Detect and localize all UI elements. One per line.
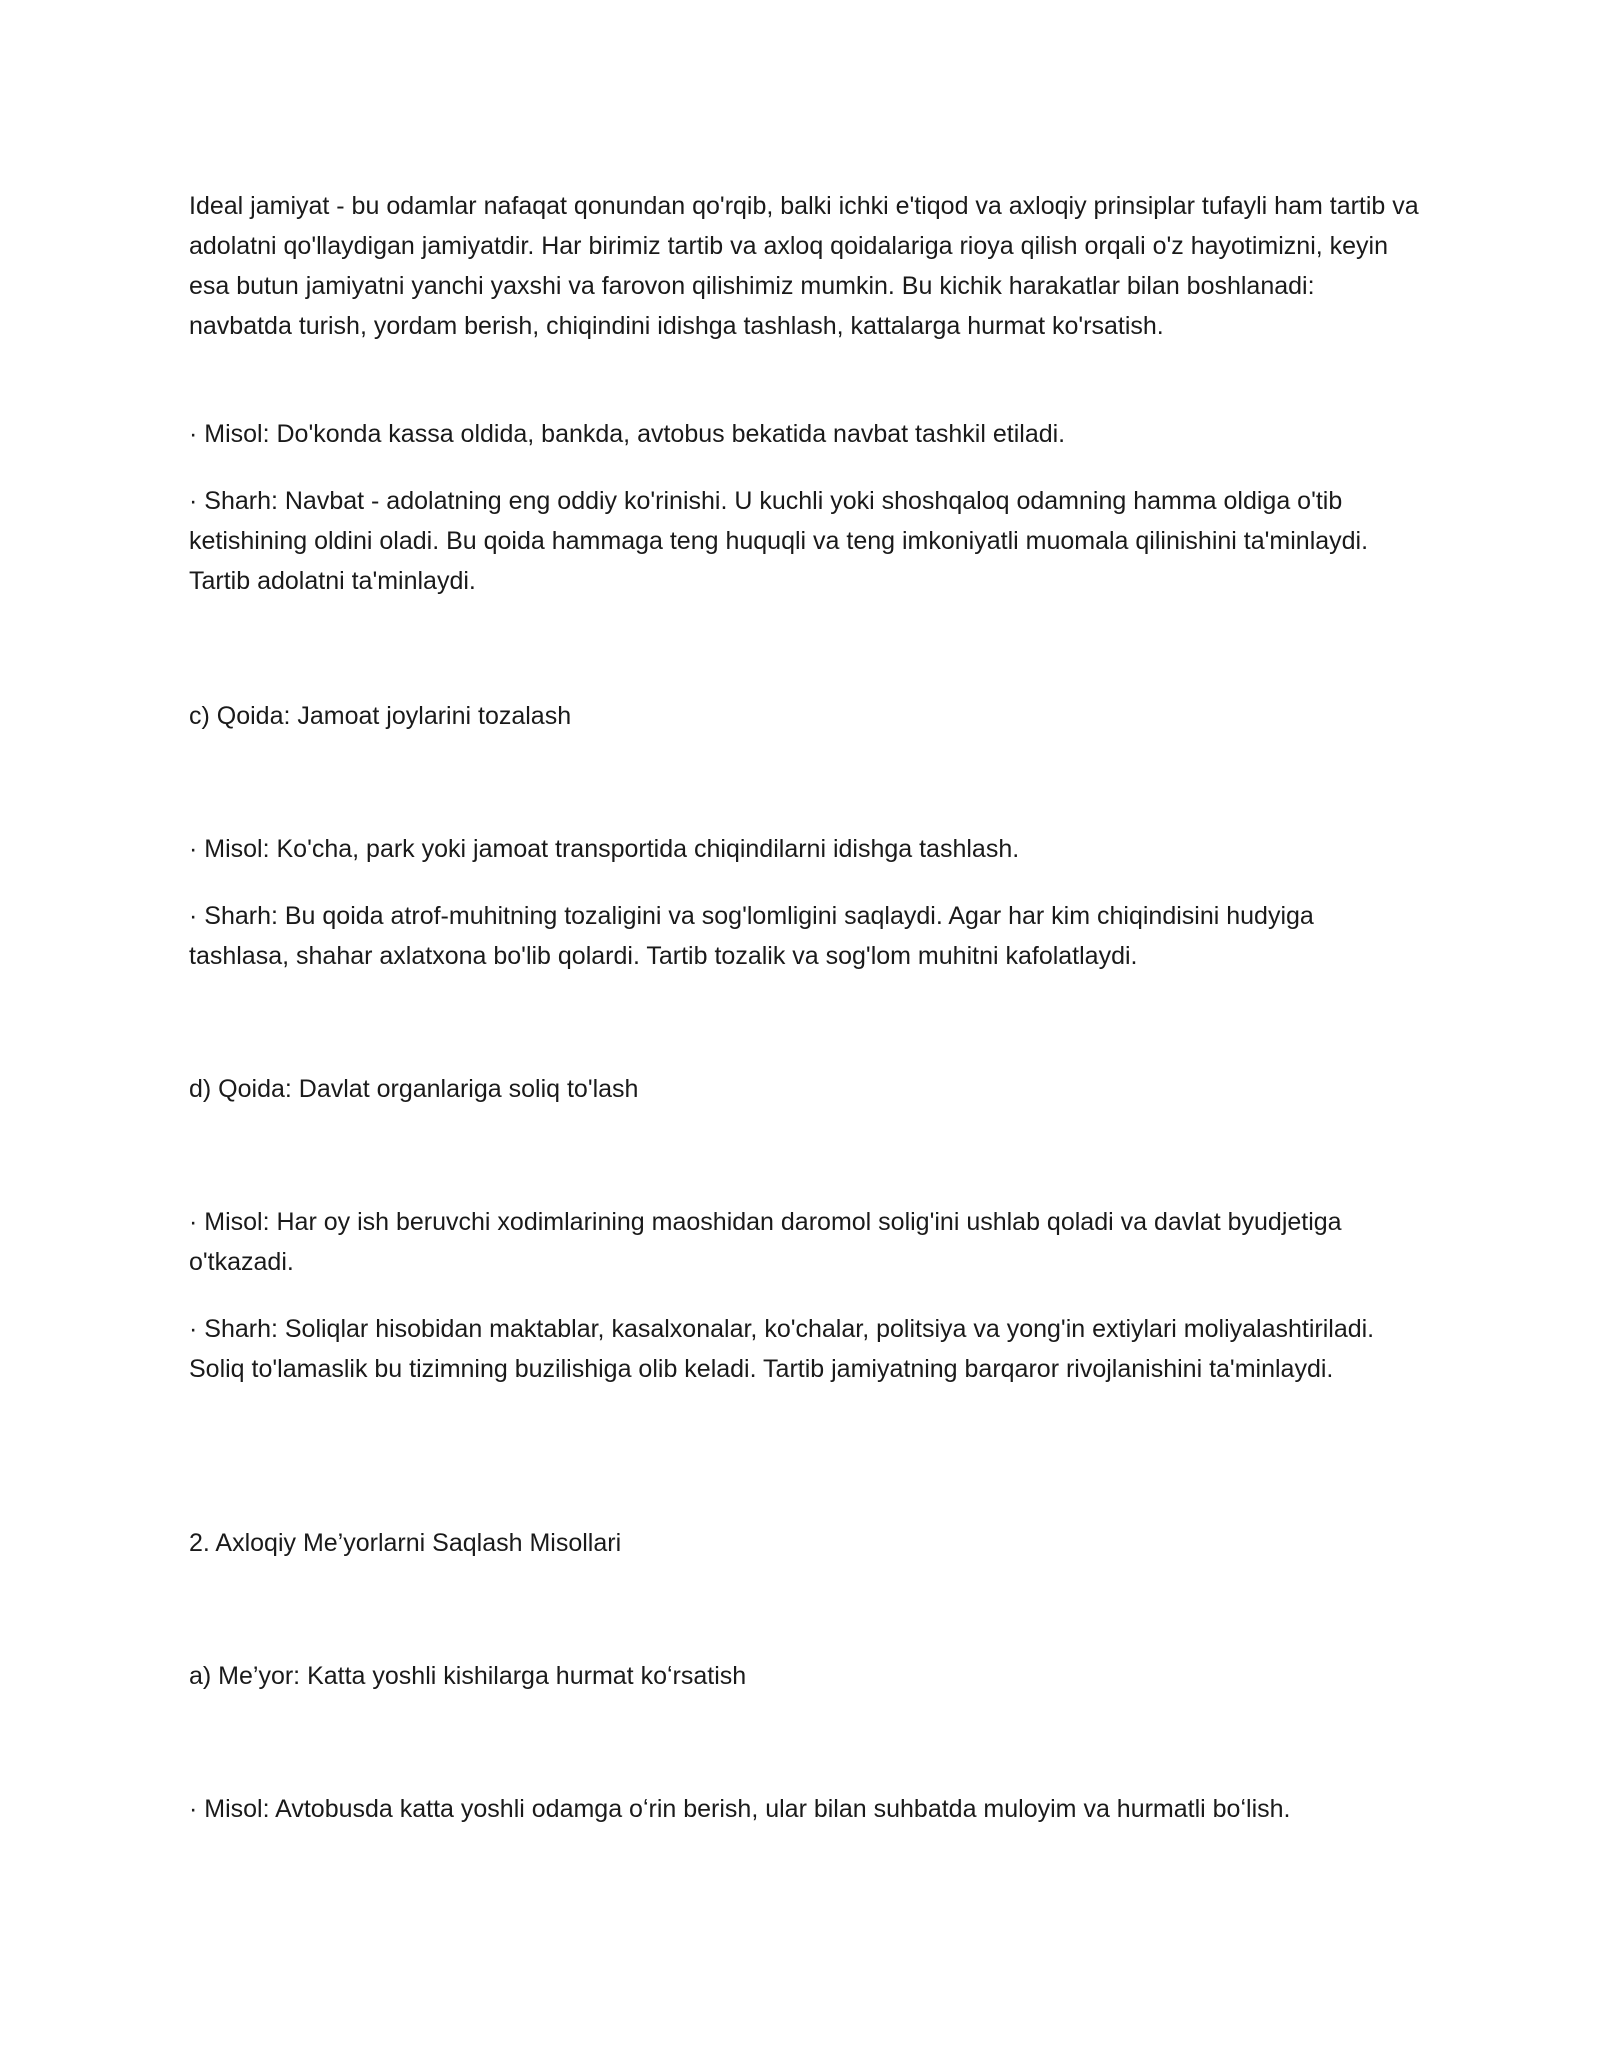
section-2-heading: 2. Axloqiy Me’yorlarni Saqlash Misollari: [189, 1529, 622, 1557]
norm-a-heading: a) Me’yor: Katta yoshli kishilarga hurmat koʻrsatish: [189, 1662, 747, 1690]
rule-d-explanation: · Sharh: Soliqlar hisobidan maktablar, kasalxonalar, ko'chalar, politsiya va yong'in extiylari moliyalashtiriladi. Soliq to'lamaslik bu tizimning buzilishiga olib keladi. Tartib jamiyatning barqaror rivojlanishini ta'minlaydi.: [189, 1315, 1375, 1383]
rule-d-heading: d) Qoida: Davlat organlariga soliq to'lash: [189, 1075, 639, 1103]
rule-d-example: · Misol: Har oy ish beruvchi xodimlarining maoshidan daromol solig'ini ushlab qoladi va davlat byudjetiga o'tkazadi.: [189, 1208, 1342, 1276]
rule-c-heading: c) Qoida: Jamoat joylarini tozalash: [189, 702, 572, 730]
intro-paragraph: Ideal jamiyat - bu odamlar nafaqat qonundan qo'rqib, balki ichki e'tiqod va axloqiy prinsiplar tufayli ham tartib va adolatni qo'llaydigan jamiyatdir. Har birimiz tartib va axloq qoidalariga rioya qilish orqali o'z hayotimizni, keyin esa butun jamiyatni yanchi yaxshi va farovon qilishimiz mumkin. Bu kichik harakatlar bilan boshlanadi: navbatda turish, yordam berish, chiqindini idishga tashlash, kattalarga hurmat ko'rsatish.: [189, 192, 1419, 340]
rule-c-example: · Misol: Ko'cha, park yoki jamoat transportida chiqindilarni idishga tashlash.: [189, 835, 1020, 863]
rule-c-explanation: · Sharh: Bu qoida atrof-muhitning tozaligini va sog'lomligini saqlaydi. Agar har kim chiqindisini hudyiga tashlasa, shahar axlatxona bo'lib qolardi. Tartib tozalik va sog'lom muhitni kafolatlaydi.: [189, 902, 1314, 970]
rule-b-explanation: · Sharh: Navbat - adolatning eng oddiy ko'rinishi. U kuchli yoki shoshqaloq odamning hamma oldiga o'tib ketishining oldini oladi. Bu qoida hammaga teng huquqli va teng imkoniyatli muomala qilinishini ta'minlaydi. Tartib adolatni ta'minlaydi.: [189, 487, 1369, 595]
rule-b-example: · Misol: Do'konda kassa oldida, bankda, avtobus bekatida navbat tashkil etiladi.: [189, 420, 1066, 448]
norm-a-example: · Misol: Avtobusda katta yoshli odamga oʻrin berish, ular bilan suhbatda muloyim va hurmatli boʻlish.: [189, 1795, 1291, 1823]
